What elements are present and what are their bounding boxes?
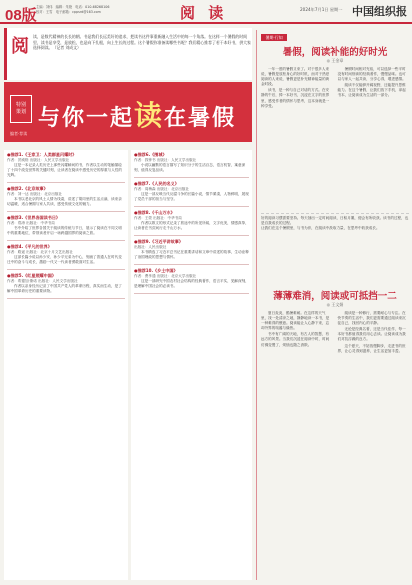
book-title: ●推荐10.《乡土中国》 [134, 268, 178, 273]
article2-body [261, 311, 409, 579]
book-desc: 书中介绍了世界各国关于阅读的传统与节日，展示了阅读在不同文明中的重要地位，带领读者开启一场跨越国界的阅读之旅。 [7, 225, 122, 235]
book-title: ●推荐8.《千山万水》 [134, 210, 175, 215]
banner-title [38, 94, 236, 134]
book-meta: 作者：刘一达 出版社：北京出版社 [7, 191, 63, 196]
article2-author: ◎ 王文娟 [326, 302, 344, 307]
paragraph: 这个夏天，不妨放慢脚步，走进书的世界，让心灵得到滋养，让生活更加丰盈。 [337, 343, 406, 353]
book-meta: 作者：埃德加·斯诺 出版社：人民文学出版社 [7, 278, 78, 283]
book-title: ●推荐9.《习近平讲故事》 [134, 239, 183, 244]
paragraph: 让我们在这个暑假里，与书为伴，在阅读中汲取力量，在思考中收获成长。 [261, 226, 380, 231]
item-divider [134, 177, 249, 178]
banner-tag: 特别 策划 [10, 95, 32, 123]
intro-box [4, 28, 252, 80]
book-desc: 作者以散文的形式记录了旅途中的所见所闻，文字优美，情感真挚，让读者在书页间行走千山万水。 [134, 220, 249, 230]
banner-title-highlight: 读 [134, 99, 165, 132]
book-item [4, 242, 128, 268]
book-item [4, 150, 128, 181]
intro-text: 读，是数代精神的长长的朝。书是我们长远美好的追求，把读书这件事重新融入生活中的每一个角落。在这样一个暑假的时间里，读书是享受，是放松，也是向下扎根，向上生长的过程。这个暑假你准备读哪些书呢？我们精心推荐了若干本好书，供大家选择阅读。（记者 刘成文） [33, 34, 251, 51]
book-item [131, 208, 252, 234]
book-item [4, 184, 128, 210]
item-divider [134, 293, 249, 294]
item-divider [7, 240, 125, 241]
article1-title: 暑假，阅读补能的好时光 [282, 47, 388, 58]
article2-title: 薄薄难消，阅读或可抵挡一二 [273, 291, 397, 302]
paragraph: 阅读不仅能够开阔视野，还能提升思维能力。在这个暑假，让我们放下手机，拿起书本，让阅读成为生活的一部分。 [337, 83, 406, 98]
paragraph: 无论是经典名著，还是当代佳作，每一本好书都值得我们用心去读。让阅读成为我们对抗浮躁的良方。 [337, 327, 406, 342]
book-meta: 作者：郑涛 出版社：中华书局 [7, 220, 55, 225]
book-title: ●推荐7.《人民的名义》 [134, 181, 179, 186]
section-title: 阅 读 [180, 4, 228, 22]
item-divider [7, 298, 125, 299]
book-title: ●推荐2.《北京故事》 [7, 186, 48, 192]
feature-banner [4, 82, 252, 142]
banner-title-part3: 在暑假 [164, 106, 237, 131]
book-meta: 作者：茨威格 出版社：人民文学出版社 [7, 157, 70, 162]
book-desc: 小说以幽默的语言描写了知识分子的生活百态，语言机智，寓意深刻，值得反复品读。 [134, 162, 246, 172]
book-item [131, 266, 252, 292]
editor-info: 主编：刘伟 编辑：朱艳 电话：010-68268106 校对：王雪 电子邮箱：cppsrd@163.com [36, 5, 110, 14]
book-meta: 作者：路遥 出版社：北京十月文艺出版社 [7, 249, 73, 254]
book-item [131, 150, 252, 176]
book-desc: 作者以亲身经历记录了中国共产党人的革命历程，真实而生动，是了解中国革命历史的重要读物。 [7, 283, 122, 293]
banner-subtitle: 编者·荐读 [10, 131, 28, 136]
book-list-right [131, 150, 252, 580]
book-item [4, 271, 128, 297]
book-meta: 作者：周梅森 出版社：北京出版社 [134, 186, 190, 191]
item-divider [134, 206, 249, 207]
banner-title-part1: 与你一起 [38, 106, 135, 131]
article1-author: ◎ 王金章 [326, 58, 344, 63]
right-section-tag: 暑期·行知 [261, 34, 287, 41]
book-item [131, 179, 252, 205]
page-header [0, 0, 412, 24]
item-divider [7, 211, 125, 212]
book-title: ●推荐1.《王家卫：人类群星闪耀时》 [7, 152, 77, 157]
book-meta: 作者：钱钟书 出版社：人民文学出版社 [134, 157, 197, 162]
book-desc: 这是一本记录人类历史上那些闪耀瞬间的书，作者以生动的笔触描绘了十四个改变世界的关键时刻，让读者在阅读中感受历史的厚重与人性的光辉。 [7, 162, 122, 177]
column-divider [256, 30, 257, 580]
paragraph: 书中有广阔的天地，有古人的智慧，有远方的风景。当我们沉浸在阅读中时，时间仿佛变慢了，烦恼也随之消散。 [261, 332, 330, 347]
book-desc: 这是一部反映当代反腐斗争的长篇小说，情节紧凑，人物鲜明，展现了党员干部的担当与坚守。 [134, 191, 249, 201]
book-title: ●推荐3.《世界各国读书日》 [7, 215, 61, 221]
book-title: ●推荐4.《平凡的世界》 [7, 244, 52, 250]
article1-continued [261, 213, 409, 283]
page-number: 08版 [5, 7, 37, 24]
paragraph: 读书，是一种与自己对话的方式。在安静的午后，捧一本好书，沉浸在文字的世界里，感受作者的情怀与思考，这本身就是一种享受。 [261, 88, 330, 108]
book-title: ●推荐6.《围城》 [134, 152, 167, 157]
book-desc: 这是一部研究中国农村社会结构的经典著作，语言平实，见解深刻，是理解中国社会的必读书。 [134, 278, 249, 288]
intro-drop-cap: 阅 [11, 36, 29, 57]
paragraph: 一年一度的暑假又来了。对于很多人来说，暑假是放松身心的好时机，而对于热爱阅读的人来说，暑假更是补充精神能量的黄金时段。 [261, 67, 330, 87]
item-divider [134, 264, 249, 265]
paragraph: 好的阅读习惯需要坚持。每天抽出一定时间阅读，日积月累，便会有所收获。读书的过程，也是自我成长的过程。 [261, 216, 409, 226]
newspaper-name: 中国组织报 [352, 5, 407, 18]
book-item [131, 237, 252, 263]
book-meta: 作者：王蒙 出版社：中华书局 [134, 215, 182, 220]
book-item [4, 213, 128, 239]
book-title: ●推荐5.《红星照耀中国》 [7, 273, 56, 279]
book-meta: 出版社：人民出版社 [134, 244, 167, 249]
book-desc: 本书精选了习近平总书记在重要讲话和文章中讲述的故事，生动诠释了治国理政的思想与情怀。 [134, 249, 249, 259]
item-divider [134, 235, 249, 236]
item-divider [7, 269, 125, 270]
issue-date: 2024年7月1日 星期一 [300, 7, 343, 12]
article1-body [261, 67, 409, 209]
item-divider [7, 182, 125, 183]
paragraph: 阅读是一种修行，需要耐心与专注。在快节奏的生活中，我们更需要通过阅读来沉淀自己，找回内心的平静。 [337, 311, 406, 326]
paragraph: 暑假时间相对充裕，可以选择一些平时没有时间细读的经典著作，慢慢品味。也可以与家人一起共读，分享心得，增进感情。 [337, 67, 406, 82]
book-list-left [4, 150, 128, 580]
book-desc: 本书以老北京的风土人情为线索，讲述了胡同里的生活点滴，读来亲切温暖，适合暑期与家人共读，感受传统文化的魅力。 [7, 196, 122, 206]
book-desc: 这部长篇小说以孙少安、孙少平兄弟为中心，刻画了普通人在时代变迁中的奋斗与成长，激励一代又一代读者勇敢面对生活。 [7, 254, 122, 264]
paragraph: 夏日炎炎，酷暑难耐。在这样的天气里，找一处清凉之地，静静地读一本书，是一种难得的惬意。阅读能让人心静下来，忘却外界的喧嚣与燥热。 [261, 311, 330, 331]
book-meta: 作者：费孝通 出版社：北京大学出版社 [134, 273, 197, 278]
